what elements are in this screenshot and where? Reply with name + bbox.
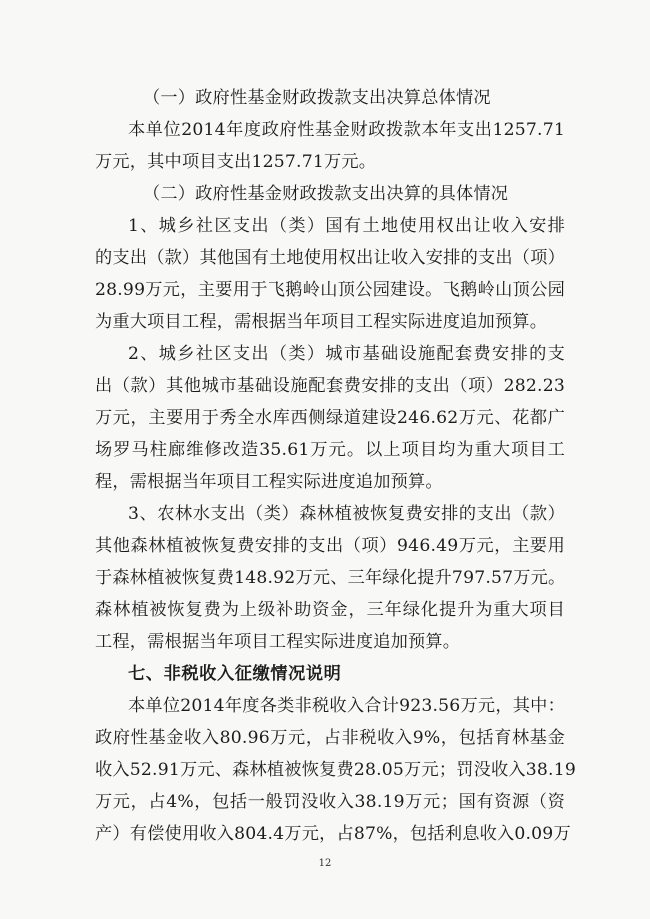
paragraph-line: 本单位2014年度各类非税收入合计923.56万元，其中：: [128, 696, 565, 716]
paragraph-line: 万元，主要用于秀全水库西侧绿道建设246.62万元、花都广: [95, 408, 565, 428]
paragraph-line: 其他森林植被恢复费安排的支出（项）946.49万元，主要用: [95, 536, 565, 556]
paragraph-line: 2、城乡社区支出（类）城市基础设施配套费安排的支: [128, 344, 565, 364]
paragraph-line: 森林植被恢复费为上级补助资金，三年绿化提升为重大项目: [95, 600, 565, 620]
paragraph-line: 本单位2014年度政府性基金财政拨款本年支出1257.71: [128, 120, 565, 140]
paragraph-line: 的支出（款）其他国有土地使用权出让收入安排的支出（项）: [95, 248, 565, 268]
paragraph-line: 产）有偿使用收入804.4万元，占87%，包括利息收入0.09万: [95, 824, 571, 844]
heading-general-situation: （一）政府性基金财政拨款支出决算总体情况: [143, 88, 491, 108]
paragraph-line: 政府性基金收入80.96万元，占非税收入9%，包括育林基金: [95, 728, 565, 748]
paragraph-line: 收入52.91万元、森林植被恢复费28.05万元；罚没收入38.19: [95, 760, 576, 780]
page-number: 12: [318, 858, 332, 869]
paragraph-line: 工程，需根据当年项目工程实际进度追加预算。: [95, 632, 461, 652]
paragraph-line: 3、农林水支出（类）森林植被恢复费安排的支出（款）: [128, 504, 565, 524]
paragraph-line: 于森林植被恢复费148.92万元、三年绿化提升797.57万元。: [95, 568, 566, 588]
paragraph-line: 万元，占4%，包括一般罚没收入38.19万元；国有资源（资: [95, 792, 565, 812]
paragraph-line: 场罗马柱廊维修改造35.61万元。以上项目均为重大项目工: [95, 440, 565, 460]
paragraph-line: 28.99万元，主要用于飞鹅岭山顶公园建设。飞鹅岭山顶公园: [95, 280, 565, 300]
section-heading-non-tax-revenue: 七、非税收入征缴情况说明: [128, 664, 342, 684]
paragraph-line: 出（款）其他城市基础设施配套费安排的支出（项）282.23: [95, 376, 565, 396]
paragraph-line: 为重大项目工程，需根据当年项目工程实际进度追加预算。: [95, 312, 548, 332]
heading-specific-situation: （二）政府性基金财政拨款支出决算的具体情况: [143, 184, 509, 204]
paragraph-line: 程，需根据当年项目工程实际进度追加预算。: [95, 472, 443, 492]
paragraph-line: 1、城乡社区支出（类）国有土地使用权出让收入安排: [128, 216, 565, 236]
paragraph-line: 万元，其中项目支出1257.71万元。: [95, 152, 377, 172]
